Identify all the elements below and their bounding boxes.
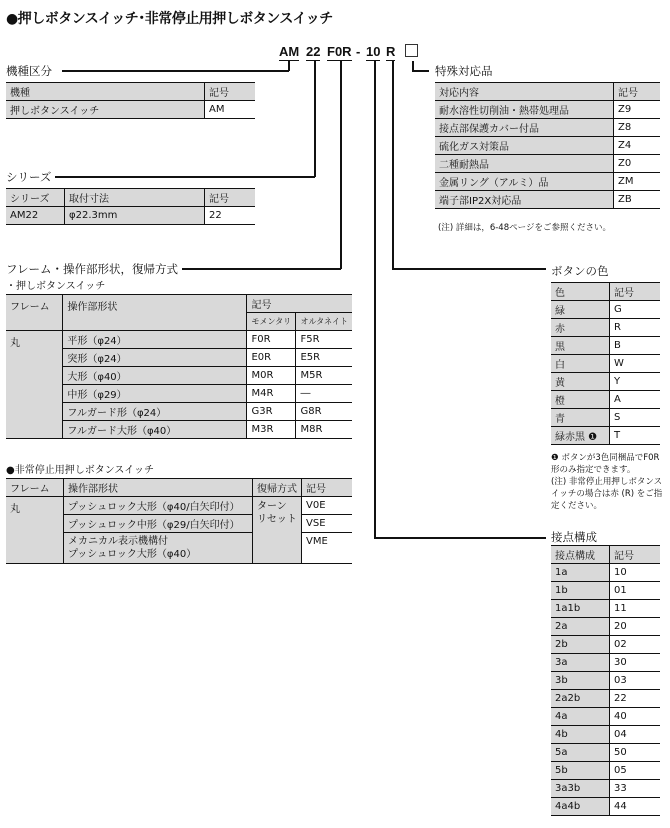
header-cell: 記号 bbox=[205, 189, 256, 207]
cell: M5R bbox=[296, 367, 352, 385]
cell: M3R bbox=[247, 421, 296, 439]
connector-line bbox=[62, 70, 289, 72]
cell: ZM bbox=[614, 173, 661, 191]
frame-heading: フレーム・操作部形状，復帰方式 bbox=[6, 261, 182, 277]
table-row bbox=[551, 798, 660, 816]
table-header-row bbox=[6, 189, 255, 207]
button-color-heading: ボタンの色 bbox=[551, 263, 613, 279]
cell: 02 bbox=[610, 636, 661, 654]
placeholder-box-icon bbox=[405, 44, 418, 57]
cell: 1a bbox=[551, 564, 610, 582]
cell bbox=[64, 533, 253, 564]
header-cell: 記号 bbox=[205, 83, 256, 101]
cell: 3a bbox=[551, 654, 610, 672]
table-header-row bbox=[6, 479, 352, 497]
table-header-row bbox=[435, 83, 660, 101]
cell: 4a bbox=[551, 708, 610, 726]
cell: Z8 bbox=[614, 119, 661, 137]
header-cell: シリーズ bbox=[6, 189, 65, 207]
table-row bbox=[551, 427, 660, 445]
header-cell: 記号 bbox=[302, 479, 353, 497]
cell: A bbox=[610, 391, 661, 409]
cell: プッシュロック大形（φ40/白矢印付） bbox=[64, 497, 253, 515]
header-cell: 接点構成 bbox=[551, 546, 610, 564]
contact-table bbox=[551, 545, 660, 816]
cell: 44 bbox=[610, 798, 661, 816]
cell: 11 bbox=[610, 600, 661, 618]
cell: Z4 bbox=[614, 137, 661, 155]
series-heading: シリーズ bbox=[6, 169, 55, 185]
table-row bbox=[551, 636, 660, 654]
table-row bbox=[551, 762, 660, 780]
cell: 20 bbox=[610, 618, 661, 636]
header-cell: 機種 bbox=[6, 83, 205, 101]
cell: Y bbox=[610, 373, 661, 391]
cell: AM22 bbox=[6, 207, 65, 225]
cell: F5R bbox=[296, 331, 352, 349]
cell: 03 bbox=[610, 672, 661, 690]
table-row bbox=[551, 726, 660, 744]
cell: 押しボタンスイッチ bbox=[6, 101, 205, 119]
header-cell: 復帰方式 bbox=[253, 479, 302, 497]
cell: 10 bbox=[610, 564, 661, 582]
cell: G3R bbox=[247, 403, 296, 421]
table-row bbox=[551, 618, 660, 636]
code-part-contact: 10 bbox=[366, 44, 381, 59]
cell: 二種耐熱品 bbox=[435, 155, 614, 173]
connector-line bbox=[412, 70, 429, 72]
header-cell: フレーム bbox=[6, 479, 64, 497]
header-cell: 記号 bbox=[614, 83, 661, 101]
cell: 硫化ガス対策品 bbox=[435, 137, 614, 155]
cell: 緑 bbox=[551, 301, 610, 319]
header-cell: 色 bbox=[551, 283, 610, 301]
table-row bbox=[6, 331, 352, 349]
table-row bbox=[551, 708, 660, 726]
cell: 4a4b bbox=[551, 798, 610, 816]
cell: フルガード大形（φ40） bbox=[63, 421, 247, 439]
cell: Z9 bbox=[614, 101, 661, 119]
cell: プッシュロック中形（φ29/白矢印付） bbox=[64, 515, 253, 533]
connector-line bbox=[374, 61, 376, 538]
emergency-heading: ●非常停止用押しボタンスイッチ bbox=[6, 465, 155, 476]
header-cell: モメンタリ bbox=[247, 313, 296, 331]
cell: G bbox=[610, 301, 661, 319]
machine-type-heading: 機種区分 bbox=[6, 63, 56, 79]
table-row bbox=[551, 654, 660, 672]
cell: E0R bbox=[247, 349, 296, 367]
table-header-row bbox=[551, 283, 660, 301]
cell: 緑赤黒 ❶ bbox=[551, 427, 610, 445]
cell: φ22.3mm bbox=[65, 207, 205, 225]
cell: ZB bbox=[614, 191, 661, 209]
cell: V0E bbox=[302, 497, 353, 515]
reset-method-cell bbox=[253, 497, 302, 564]
table-row bbox=[435, 191, 660, 209]
emergency-table bbox=[6, 478, 352, 564]
cell: 5b bbox=[551, 762, 610, 780]
cell: 40 bbox=[610, 708, 661, 726]
header-cell: 記号 bbox=[247, 295, 352, 313]
table-row bbox=[551, 600, 660, 618]
table-row bbox=[551, 690, 660, 708]
table-row bbox=[6, 497, 352, 515]
special-table bbox=[435, 82, 660, 209]
code-part-dash: - bbox=[356, 44, 361, 59]
connector-line bbox=[178, 268, 341, 270]
table-row bbox=[551, 564, 660, 582]
cell-line: メカニカル表示機構付 bbox=[68, 536, 168, 547]
table-header-row bbox=[6, 83, 255, 101]
code-part-color: R bbox=[386, 44, 396, 59]
table-row bbox=[551, 391, 660, 409]
cell: 2b bbox=[551, 636, 610, 654]
connector-line bbox=[392, 268, 546, 270]
table-row bbox=[435, 119, 660, 137]
header-cell: 対応内容 bbox=[435, 83, 614, 101]
cell: G8R bbox=[296, 403, 352, 421]
button-color-table bbox=[551, 282, 660, 445]
table-header-row bbox=[6, 295, 352, 313]
table-row bbox=[551, 672, 660, 690]
cell: 大形（φ40） bbox=[63, 367, 247, 385]
cell: 突形（φ24） bbox=[63, 349, 247, 367]
table-row bbox=[551, 582, 660, 600]
series-table bbox=[6, 188, 255, 225]
cell: 30 bbox=[610, 654, 661, 672]
cell: 22 bbox=[205, 207, 256, 225]
cell: 1b bbox=[551, 582, 610, 600]
cell: 2a bbox=[551, 618, 610, 636]
cell: 黒 bbox=[551, 337, 610, 355]
connector-line bbox=[54, 176, 315, 178]
reset-line: リセット bbox=[257, 514, 297, 525]
cell: 3b bbox=[551, 672, 610, 690]
cell: フルガード形（φ24） bbox=[63, 403, 247, 421]
cell: 白 bbox=[551, 355, 610, 373]
cell: 中形（φ29） bbox=[63, 385, 247, 403]
code-part-size: 22 bbox=[306, 44, 321, 59]
cell: 丸 bbox=[6, 497, 64, 564]
header-cell: 操作部形状 bbox=[63, 295, 247, 331]
connector-line bbox=[314, 61, 316, 177]
cell: ― bbox=[296, 385, 352, 403]
table-row bbox=[6, 101, 255, 119]
cell: W bbox=[610, 355, 661, 373]
table-row bbox=[435, 137, 660, 155]
button-color-note-1: ❶ ボタンが3色同梱品でF0R形のみ指定できます。 bbox=[551, 453, 660, 475]
table-row bbox=[551, 744, 660, 762]
table-row bbox=[551, 355, 660, 373]
header-cell: 記号 bbox=[610, 546, 661, 564]
cell: VSE bbox=[302, 515, 353, 533]
header-cell: オルタネイト bbox=[296, 313, 352, 331]
connector-line bbox=[340, 61, 342, 269]
cell: 3a3b bbox=[551, 780, 610, 798]
cell: 5a bbox=[551, 744, 610, 762]
table-row bbox=[551, 301, 660, 319]
special-heading: 特殊対応品 bbox=[435, 63, 497, 79]
cell: 50 bbox=[610, 744, 661, 762]
cell: 赤 bbox=[551, 319, 610, 337]
cell: Z0 bbox=[614, 155, 661, 173]
cell: S bbox=[610, 409, 661, 427]
cell: B bbox=[610, 337, 661, 355]
cell: M4R bbox=[247, 385, 296, 403]
cell: 33 bbox=[610, 780, 661, 798]
cell: 金属リング（アルミ）品 bbox=[435, 173, 614, 191]
table-row bbox=[551, 780, 660, 798]
cell: 丸 bbox=[6, 331, 63, 439]
cell: 2a2b bbox=[551, 690, 610, 708]
code-part-special-box bbox=[405, 44, 418, 59]
cell: 4b bbox=[551, 726, 610, 744]
reset-line: ターン bbox=[257, 501, 287, 512]
table-row bbox=[435, 173, 660, 191]
table-header-row bbox=[551, 546, 660, 564]
cell: 01 bbox=[610, 582, 661, 600]
button-color-note-2: (注) 非常停止用押しボタンスイッチの場合は赤 (R) をご指定ください。 bbox=[551, 477, 663, 511]
cell: 耐水溶性切削油・熱帯処理品 bbox=[435, 101, 614, 119]
cell: 平形（φ24） bbox=[63, 331, 247, 349]
contact-heading: 接点構成 bbox=[551, 529, 601, 545]
header-cell: 取付寸法 bbox=[65, 189, 205, 207]
code-part-frame: F0R bbox=[327, 44, 352, 59]
cell: M0R bbox=[247, 367, 296, 385]
connector-line bbox=[392, 61, 394, 269]
cell: AM bbox=[205, 101, 256, 119]
cell: 22 bbox=[610, 690, 661, 708]
cell: 橙 bbox=[551, 391, 610, 409]
table-row bbox=[551, 337, 660, 355]
table-row bbox=[551, 409, 660, 427]
header-cell: フレーム bbox=[6, 295, 63, 331]
frame-table bbox=[6, 294, 352, 439]
cell: 05 bbox=[610, 762, 661, 780]
cell: 接点部保護カバー付品 bbox=[435, 119, 614, 137]
cell: 端子部IP2X対応品 bbox=[435, 191, 614, 209]
table-row bbox=[551, 373, 660, 391]
table-row bbox=[435, 155, 660, 173]
special-note: (注) 詳細は，6-48ページをご参照ください。 bbox=[438, 223, 611, 233]
table-row bbox=[551, 319, 660, 337]
machine-type-table bbox=[6, 82, 255, 119]
cell: VME bbox=[302, 533, 353, 564]
cell: 黄 bbox=[551, 373, 610, 391]
table-row bbox=[6, 207, 255, 225]
cell: E5R bbox=[296, 349, 352, 367]
frame-subheading: ・押しボタンスイッチ bbox=[6, 281, 106, 292]
cell: 04 bbox=[610, 726, 661, 744]
cell: 1a1b bbox=[551, 600, 610, 618]
header-cell: 記号 bbox=[610, 283, 661, 301]
cell: T bbox=[610, 427, 661, 445]
page-title: ●押しボタンスイッチ･非常停止用押しボタンスイッチ bbox=[6, 11, 333, 27]
cell: F0R bbox=[247, 331, 296, 349]
cell: 青 bbox=[551, 409, 610, 427]
cell: M8R bbox=[296, 421, 352, 439]
header-cell: 操作部形状 bbox=[64, 479, 253, 497]
connector-line bbox=[374, 537, 546, 539]
cell: R bbox=[610, 319, 661, 337]
code-part-series-type: AM bbox=[279, 44, 300, 59]
table-row bbox=[435, 101, 660, 119]
cell-line: プッシュロック大形（φ40） bbox=[68, 549, 197, 560]
